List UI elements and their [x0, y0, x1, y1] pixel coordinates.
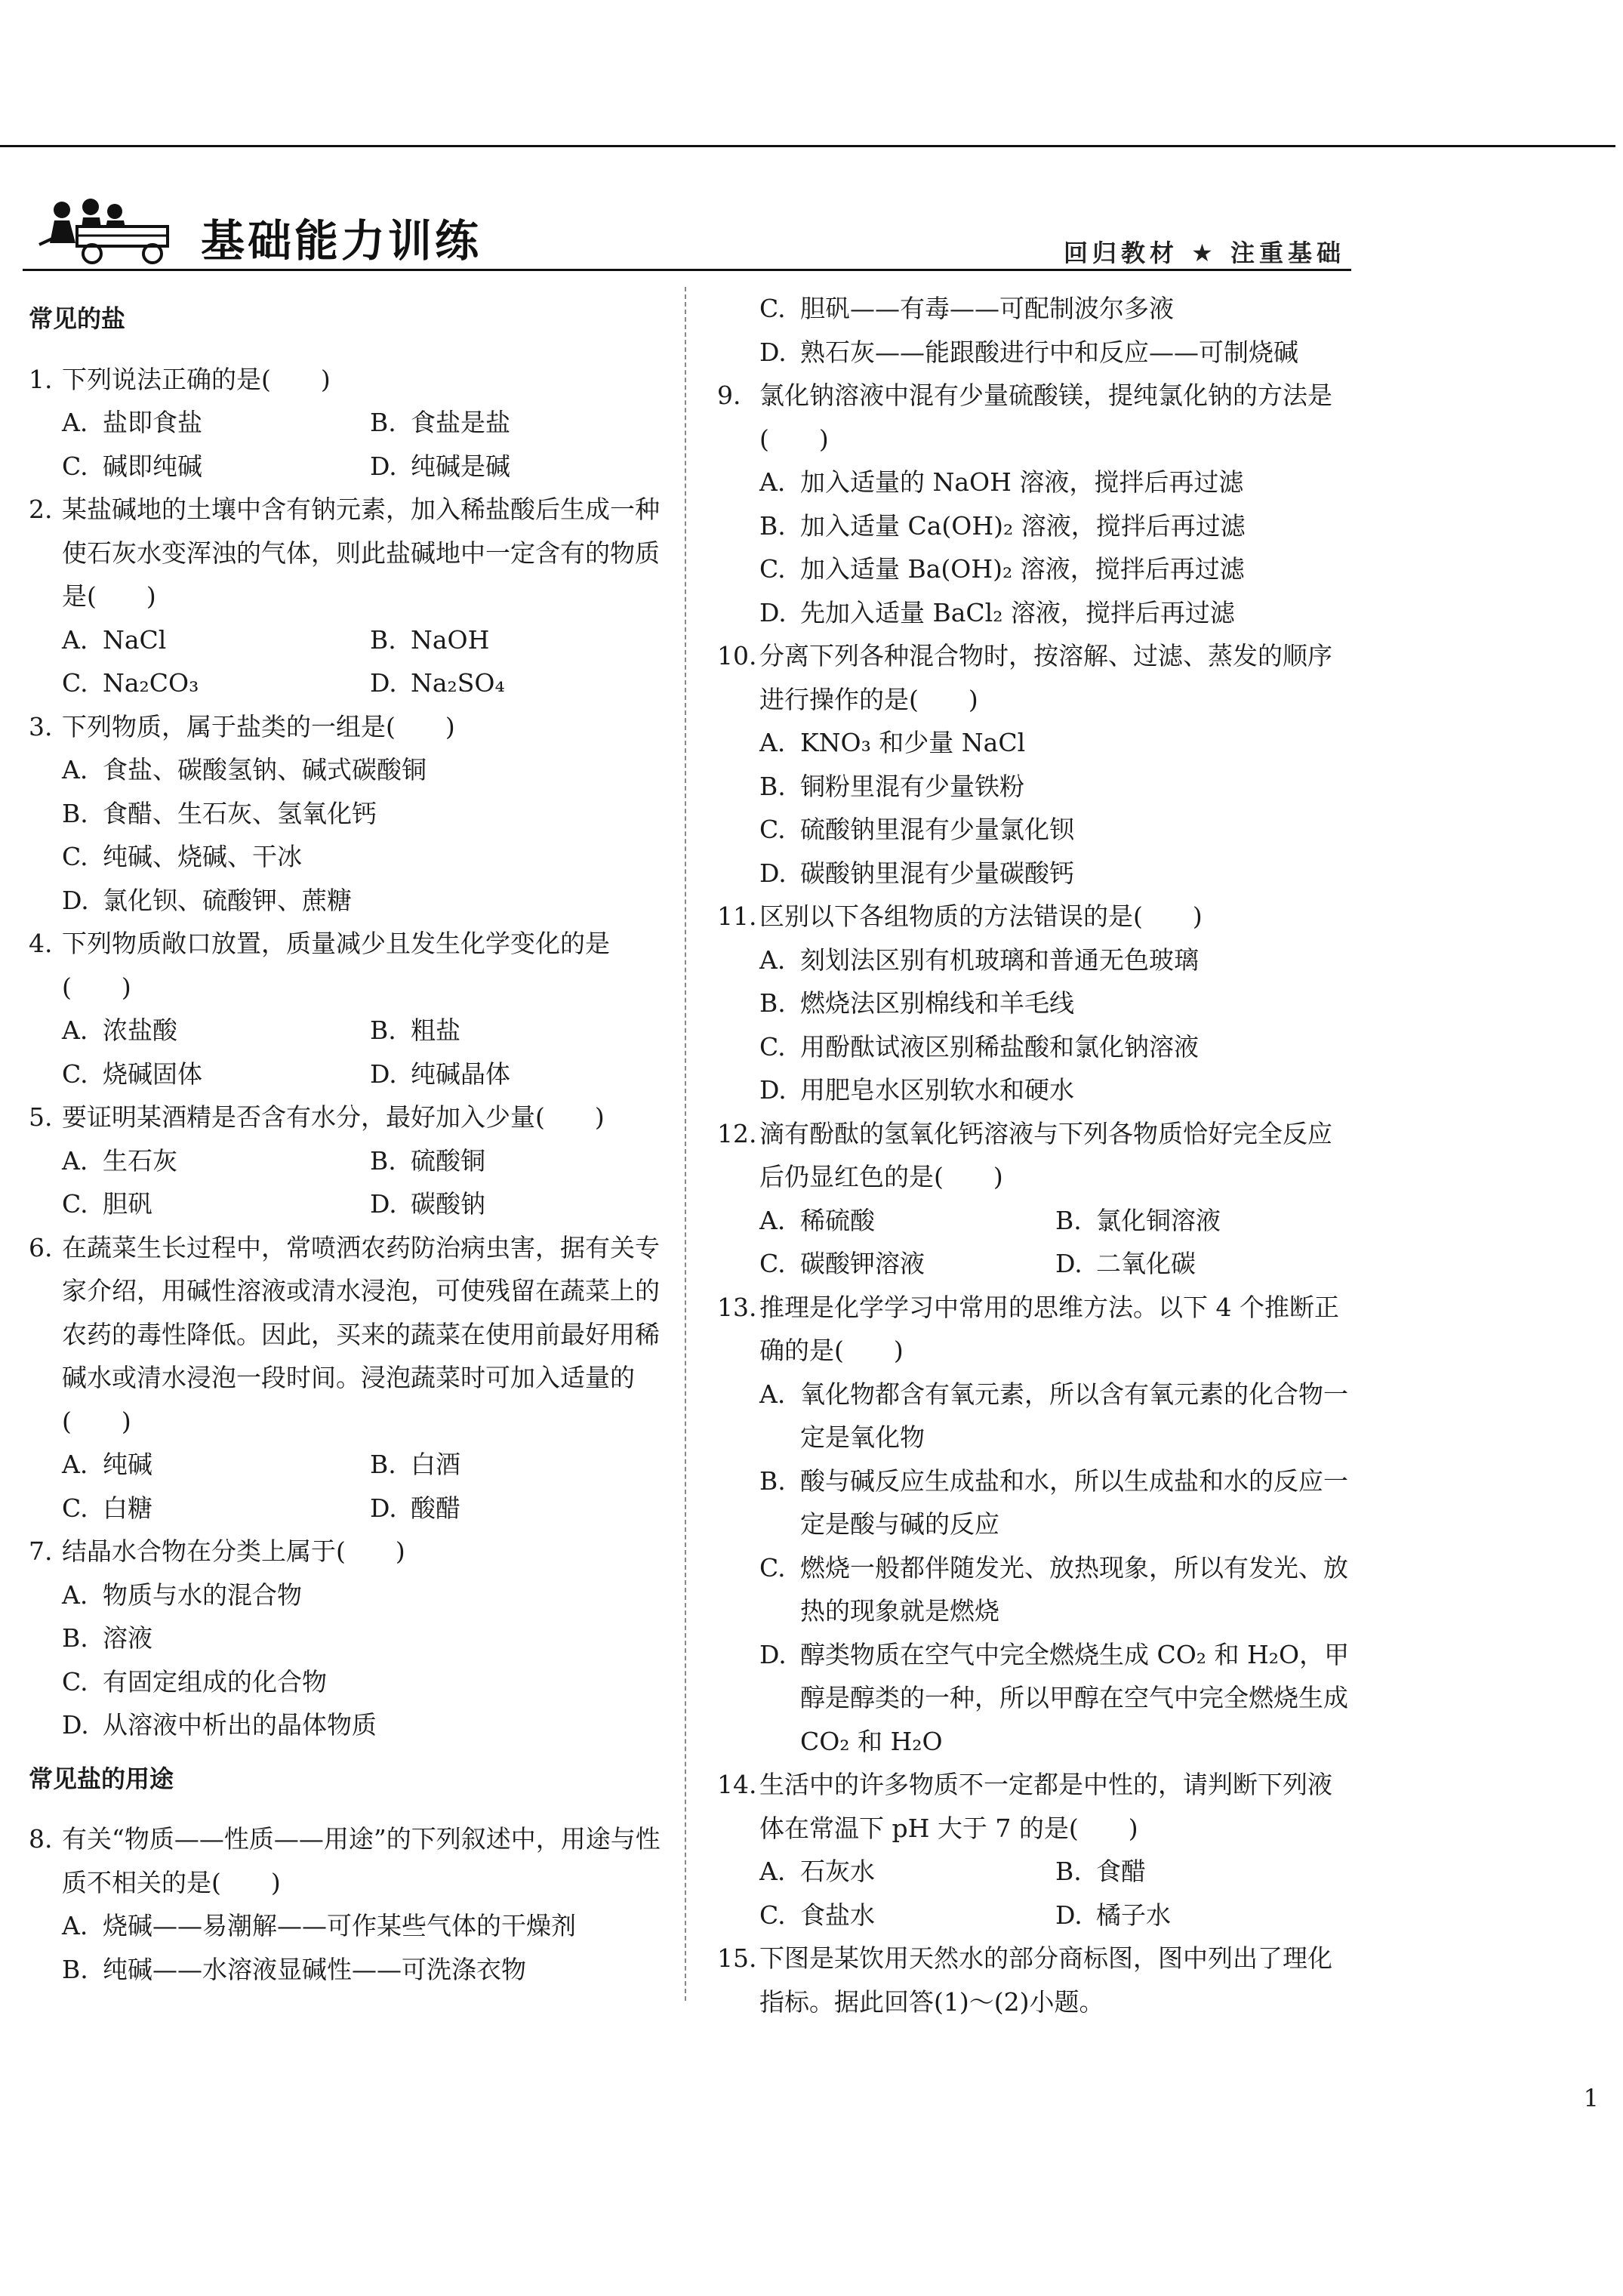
question-1	[29, 358, 678, 402]
option-b: B. 氯化铜溶液	[1055, 1205, 1221, 1235]
question-9	[717, 374, 1351, 461]
question-number: 1.	[29, 364, 53, 394]
option-a: A. 刻划法区别有机玻璃和普通无色玻璃	[759, 945, 1199, 975]
question-stem: 区别以下各组物质的方法错误的是( )	[759, 901, 1203, 931]
section-heading: 常见的盐	[29, 304, 126, 333]
option-a: A. 加入适量的 NaOH 溶液，搅拌后再过滤	[759, 467, 1244, 497]
question-number: 2.	[29, 495, 53, 524]
question-number: 10.	[717, 641, 757, 670]
question-7	[29, 1530, 678, 1573]
question-number: 3.	[29, 711, 53, 741]
option-b: B. 燃烧法区别棉线和羊毛线	[759, 988, 1074, 1018]
option-a: A. KNO₃ 和少量 NaCl	[759, 728, 1026, 757]
option-d: D. 碳酸钠里混有少量碳酸钙	[759, 858, 1074, 888]
option-b: B. NaOH	[370, 624, 490, 655]
option-b: B. 酸与碱反应生成盐和水，所以生成盐和水的反应一定是酸与碱的反应	[759, 1465, 1348, 1539]
option-d: D. 用肥皂水区别软水和硬水	[759, 1075, 1074, 1105]
question-number: 13.	[717, 1292, 757, 1322]
question-number: 6.	[29, 1232, 53, 1262]
section-header	[23, 174, 1351, 272]
option-a: A. 稀硫酸	[759, 1205, 875, 1235]
option-c: C. 有固定组成的化合物	[62, 1666, 327, 1697]
option-d: D. 熟石灰——能跟酸进行中和反应——可制烧碱	[759, 337, 1298, 367]
option-a: A. 物质与水的混合物	[62, 1579, 302, 1610]
option-row	[29, 401, 678, 445]
question-stem: 结晶水合物在分类上属于( )	[62, 1536, 405, 1566]
option-b: B. 食盐是盐	[370, 408, 510, 437]
option-b: B. 铜粉里混有少量铁粉	[759, 771, 1024, 801]
question-number: 4.	[29, 929, 53, 958]
question-stem: 下列说法正确的是( )	[62, 364, 331, 394]
option-a: A. 食盐、碳酸氢钠、碱式碳酸铜	[62, 755, 427, 784]
option-row	[29, 1052, 678, 1096]
option-row	[29, 1182, 678, 1226]
option-c: C. 胆矾——有毒——可配制波尔多液	[759, 294, 1174, 323]
option-b: B. 溶液	[62, 1623, 152, 1653]
option-b: B. 食醋、生石灰、氢氧化钙	[62, 798, 377, 828]
option-d: D. 纯碱是碱	[370, 451, 510, 481]
question-8	[29, 1817, 678, 1904]
top-rule	[0, 145, 1615, 147]
left-column	[29, 287, 678, 1991]
option-c: C. 碳酸钾溶液	[759, 1249, 925, 1278]
option-a: A. 纯碱	[62, 1450, 152, 1479]
question-3	[29, 705, 678, 749]
option-row	[29, 618, 678, 662]
question-stem: 分离下列各种混合物时，按溶解、过滤、蒸发的顺序进行操作的是( )	[759, 641, 1332, 714]
option-row	[29, 1443, 678, 1487]
option-a: A. 烧碱——易潮解——可作某些气体的干燥剂	[62, 1911, 576, 1940]
option-c: C. 硫酸钠里混有少量氯化钡	[759, 815, 1074, 844]
option-c: C. 胆矾	[62, 1189, 152, 1219]
header-rule	[23, 269, 1351, 271]
question-number: 7.	[29, 1536, 53, 1566]
option-row	[29, 1009, 678, 1052]
question-14	[717, 1763, 1351, 1850]
right-column	[717, 287, 1351, 2023]
option-a: A. 盐即食盐	[62, 408, 202, 437]
question-stem: 生活中的许多物质不一定都是中性的，请判断下列液体在常温下 pH 大于 7 的是( )	[759, 1770, 1332, 1843]
question-number: 12.	[717, 1118, 757, 1148]
question-6	[29, 1226, 678, 1444]
question-11	[717, 895, 1351, 938]
section-slogan: 回归教材 ★ 注重基础	[1064, 239, 1345, 267]
option-d: D. 纯碱晶体	[370, 1059, 510, 1089]
option-row	[717, 1199, 1351, 1243]
option-c: C. 烧碱固体	[62, 1059, 202, 1089]
option-c: C. 燃烧一般都伴随发光、放热现象，所以有发光、放热的现象就是燃烧	[759, 1552, 1348, 1626]
option-d: D. 二氧化碳	[1055, 1249, 1196, 1278]
question-15	[717, 1937, 1351, 2023]
option-c: C. 用酚酞试液区别稀盐酸和氯化钠溶液	[759, 1031, 1199, 1062]
option-b: B. 粗盐	[370, 1015, 460, 1045]
question-10	[717, 634, 1351, 721]
page-number: 1	[1583, 2084, 1599, 2113]
option-d: D. 从溶液中析出的晶体物质	[62, 1710, 377, 1740]
question-stem: 某盐碱地的土壤中含有钠元素，加入稀盐酸后生成一种使石灰水变浑浊的气体，则此盐碱地中一定含有的物质是( )	[62, 495, 660, 611]
question-number: 11.	[717, 901, 757, 931]
question-number: 8.	[29, 1824, 53, 1854]
option-row	[29, 1139, 678, 1183]
option-c: C. 白糖	[62, 1493, 152, 1523]
option-c: C. 碱即纯碱	[62, 451, 202, 481]
question-number: 9.	[717, 381, 741, 410]
section-heading: 常见盐的用途	[29, 1764, 174, 1793]
option-b: B. 加入适量 Ca(OH)₂ 溶液，搅拌后再过滤	[759, 510, 1246, 541]
option-d: D. 橘子水	[1055, 1900, 1171, 1930]
option-row	[29, 1487, 678, 1530]
question-stem: 有关“物质——性质——用途”的下列叙述中，用途与性质不相关的是( )	[62, 1824, 661, 1897]
question-5	[29, 1096, 678, 1139]
option-d: D. 先加入适量 BaCl₂ 溶液，搅拌后再过滤	[759, 597, 1235, 627]
section-title: 基础能力训练	[201, 215, 482, 267]
option-a: A. 生石灰	[62, 1145, 177, 1176]
question-stem: 下列物质，属于盐类的一组是( )	[62, 711, 455, 741]
option-d: D. 醇类物质在空气中完全燃烧生成 CO₂ 和 H₂O，甲醇是醇类的一种，所以甲醇在空气中完全燃烧生成 CO₂ 和 H₂O	[759, 1639, 1350, 1756]
option-b: B. 硫酸铜	[370, 1145, 485, 1176]
option-a: A. 浓盐酸	[62, 1015, 177, 1045]
option-row	[717, 1894, 1351, 1937]
option-row	[29, 445, 678, 488]
option-b: B. 食醋	[1055, 1857, 1146, 1886]
students-cart-logo-icon	[32, 190, 183, 266]
question-12	[717, 1112, 1351, 1199]
question-stem: 氯化钠溶液中混有少量硫酸镁，提纯氯化钠的方法是( )	[759, 381, 1332, 454]
option-b: B. 白酒	[370, 1450, 460, 1479]
question-stem: 下图是某饮用天然水的部分商标图，图中列出了理化指标。据此回答(1)～(2)小题。	[759, 1943, 1332, 2017]
option-row	[717, 1850, 1351, 1894]
option-b: B. 纯碱——水溶液显碱性——可洗涤衣物	[62, 1954, 526, 1984]
option-row	[717, 1242, 1351, 1286]
option-c: C. 纯碱、烧碱、干冰	[62, 842, 302, 871]
option-d: D. 碳酸钠	[370, 1189, 485, 1219]
option-c: C. 食盐水	[759, 1900, 875, 1930]
column-divider	[685, 287, 686, 2001]
option-d: D. Na₂SO₄	[370, 668, 505, 698]
question-stem: 要证明某酒精是否含有水分，最好加入少量( )	[62, 1102, 605, 1132]
option-d: D. 氯化钡、硫酸钾、蔗糖	[62, 885, 352, 915]
question-13	[717, 1286, 1351, 1373]
option-d: D. 酸醋	[370, 1493, 460, 1523]
question-number: 14.	[717, 1770, 757, 1799]
question-stem: 推理是化学学习中常用的思维方法。以下 4 个推断正确的是( )	[759, 1292, 1339, 1365]
question-stem: 下列物质敞口放置，质量减少且发生化学变化的是( )	[62, 929, 610, 1002]
question-4	[29, 922, 678, 1009]
option-a: A. NaCl	[62, 624, 167, 655]
question-2	[29, 488, 678, 618]
question-number: 15.	[717, 1943, 757, 1973]
option-row	[29, 661, 678, 705]
question-stem: 在蔬菜生长过程中，常喷洒农药防治病虫害，据有关专家介绍，用碱性溶液或清水浸泡，可使残留在蔬菜上的农药的毒性降低。因此，买来的蔬菜在使用前最好用稀碱水或清水浸泡一段时间。浸泡蔬菜时可加入适量的( )	[62, 1232, 660, 1436]
option-a: A. 氧化物都含有氧元素，所以含有氧元素的化合物一定是氧化物	[759, 1379, 1348, 1452]
option-c: C. 加入适量 Ba(OH)₂ 溶液，搅拌后再过滤	[759, 554, 1245, 584]
question-number: 5.	[29, 1102, 53, 1132]
option-a: A. 石灰水	[759, 1857, 875, 1886]
question-stem: 滴有酚酞的氢氧化钙溶液与下列各物质恰好完全反应后仍显红色的是( )	[759, 1118, 1332, 1191]
option-c: C. Na₂CO₃	[62, 668, 199, 698]
